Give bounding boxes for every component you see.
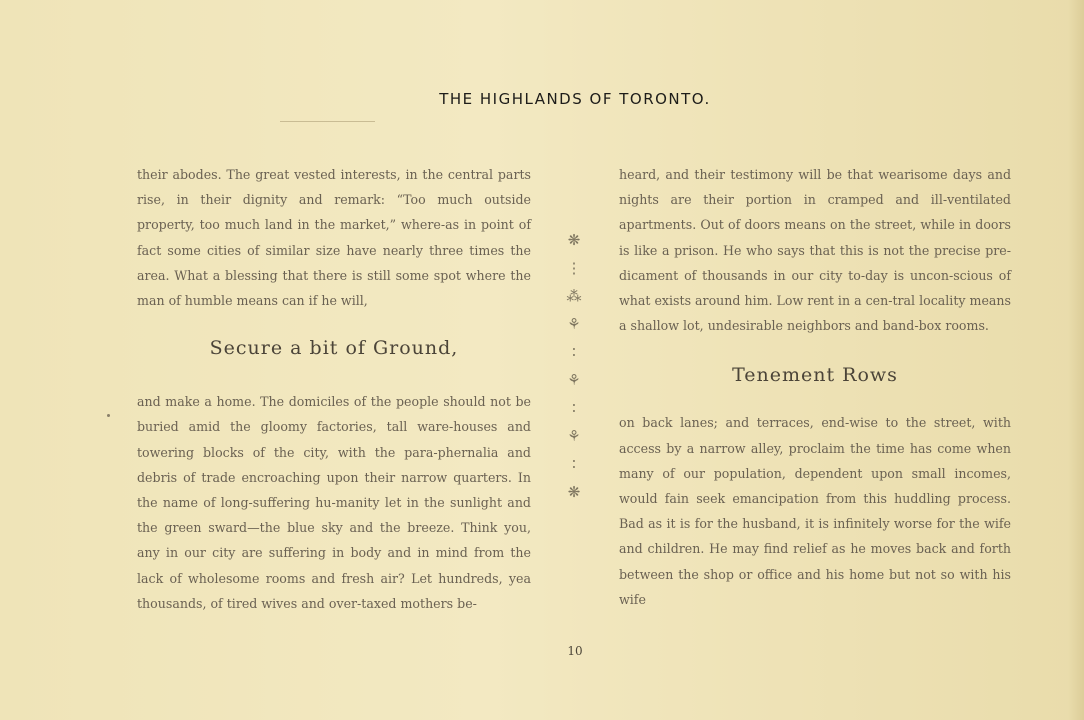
spire-ornament-icon: ⚘	[567, 371, 581, 389]
right-column	[619, 162, 1011, 612]
right-section-heading: Tenement Rows	[732, 364, 898, 387]
dots-ornament-icon: ∶	[572, 399, 576, 417]
flourish-ornament-icon: ❋	[567, 231, 581, 249]
margin-speck	[107, 414, 110, 417]
page-number: 10	[567, 644, 583, 658]
right-paragraph-2: on back lanes; and terraces, end-wise to the street, with access by a narrow alley, proclaim the time has come when many of our population, dependent upon small incomes, would fain seek emancipation from this huddling process. Bad as it is for the husband, it is infinitely worse for the wife and children. He may find relief as he moves back and forth between the shop or office and his home but not so with his wife	[619, 415, 1011, 607]
header-rule	[280, 121, 375, 122]
flourish-ornament-icon: ❋	[567, 483, 581, 501]
page-edge-shadow	[1068, 0, 1084, 720]
left-paragraph-2: and make a home. The domiciles of the people should not be buried amid the gloomy factories, tall ware-houses and towering blocks of the city, with the para-phernalia and debris of trade encroaching upon their narrow quarters. In the name of long-suffering hu-manity let in the sunlight and the green sward—the blue sky and the breeze. Think you, any in our city are suffering in body and in mind from the lack of wholesome rooms and fresh air? Let hundreds, yea thousands, of tired wives and over-taxed mothers be-	[137, 394, 531, 611]
right-paragraph-1: heard, and their testimony will be that wearisome days and nights are their portion in cramped and ill-ventilated apartments. Out of doors means on the street, while in doors is like a prison. He who says that this is not the precise pre-dicament of thousands in our city to-day is uncon-scious of what exists around him. Low rent in a cen-tral locality means a shallow lot, undesirable neighbors and band-box rooms.	[619, 167, 1011, 334]
left-paragraph-1: their abodes. The great vested interests, in the central parts rise, in their dignity and remark: “Too much outside property, too much land in the market,” where-as in point of fact some cities of similar size have nearly three times the area. What a blessing that there is still some spot where the man of humble means can if he will,	[137, 167, 531, 309]
left-column	[137, 162, 531, 616]
running-head: THE HIGHLANDS OF TORONTO.	[439, 90, 711, 108]
dots-ornament-icon: ∶	[572, 343, 576, 361]
flourish-ornament-icon: ⁂	[566, 287, 582, 305]
dots-ornament-icon: ∶	[572, 455, 576, 473]
center-ornament-column	[560, 226, 588, 506]
spire-ornament-icon: ⚘	[567, 427, 581, 445]
dots-ornament-icon: ⋮	[566, 259, 582, 277]
left-section-heading: Secure a bit of Ground,	[209, 337, 459, 360]
spire-ornament-icon: ⚘	[567, 315, 581, 333]
